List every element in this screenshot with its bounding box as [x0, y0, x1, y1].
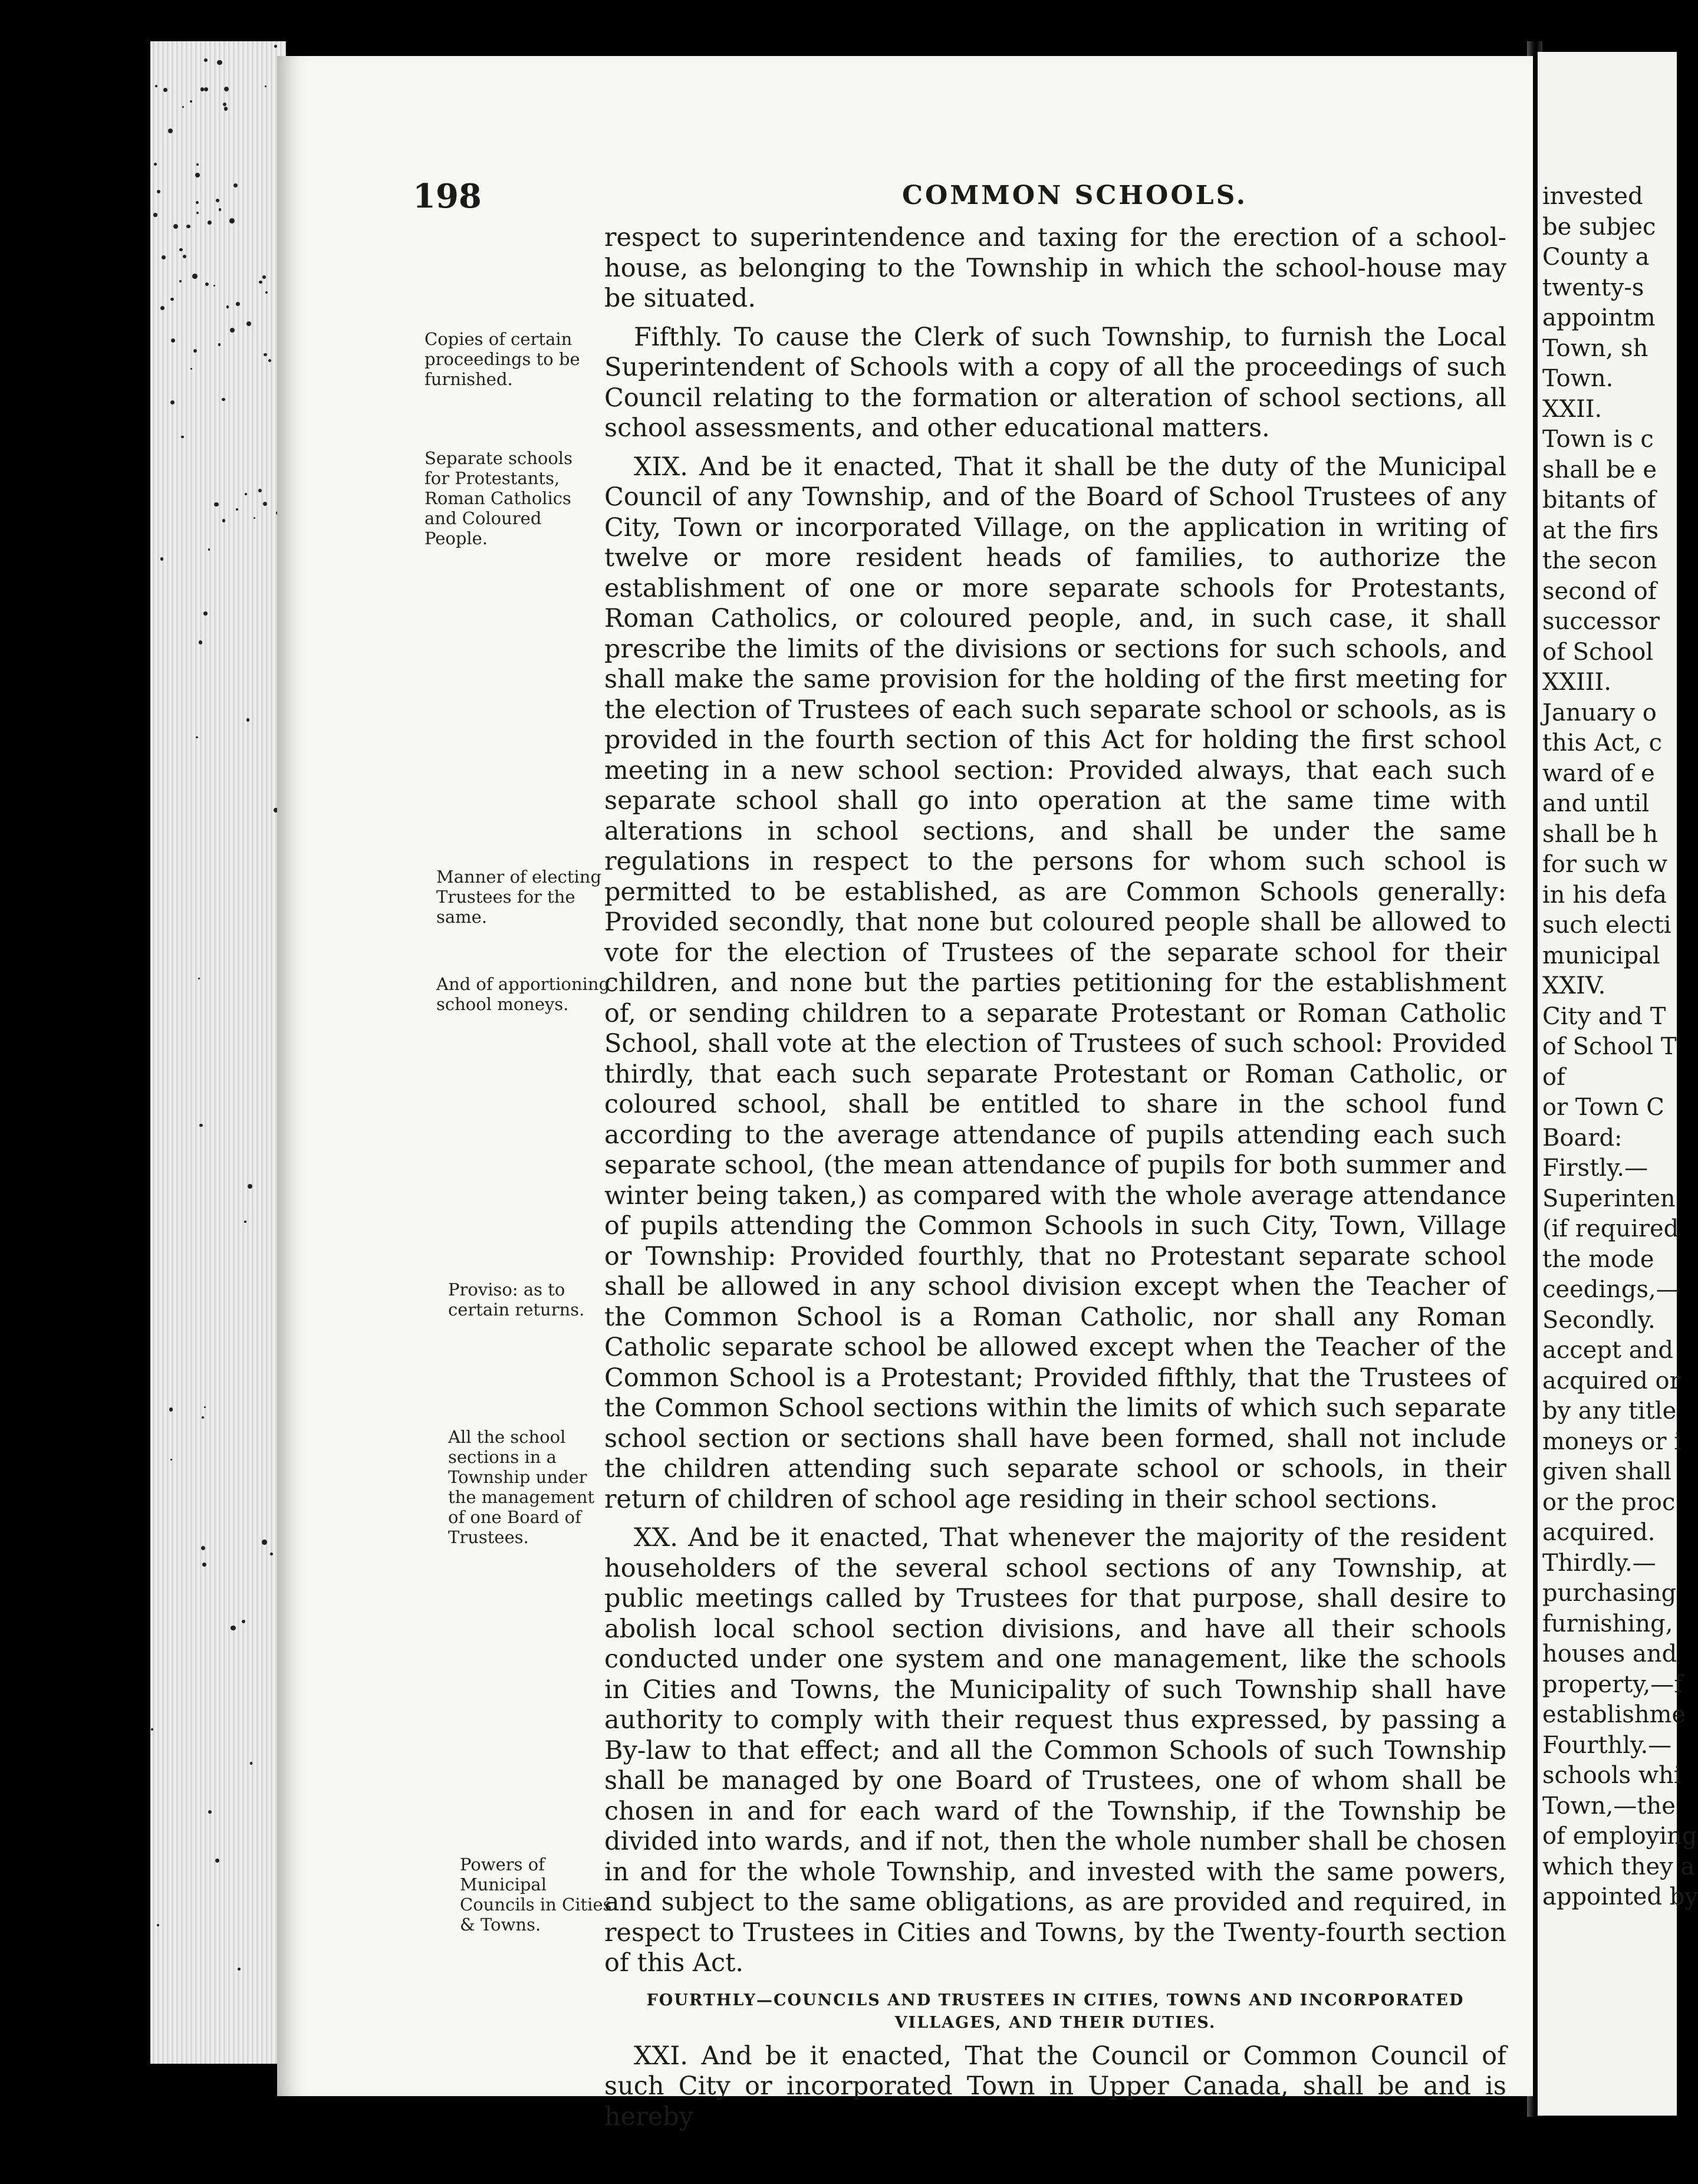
page-speck: [233, 183, 238, 188]
facing-page-line: acquired or: [1542, 1367, 1681, 1394]
page-speck: [157, 190, 160, 193]
margin-note: Copies of certain proceedings to be furnished.: [424, 329, 580, 389]
facing-page-line: City and T: [1542, 1002, 1666, 1030]
facing-page-line: second of: [1542, 577, 1657, 605]
page-speck: [208, 1810, 212, 1814]
facing-page-line: Town is c: [1542, 426, 1654, 453]
facing-page-line: the mode: [1542, 1245, 1654, 1273]
facing-page-line: which they a: [1542, 1853, 1695, 1880]
page-speck: [208, 221, 212, 225]
page-speck: [154, 163, 157, 166]
facing-page-line: bitants of: [1542, 486, 1656, 514]
facing-page-line: moneys or i: [1542, 1428, 1681, 1455]
page-speck: [170, 400, 175, 404]
page-speck: [222, 519, 226, 522]
facing-page-line: Town, sh: [1542, 334, 1648, 362]
paragraph: Fifthly. To cause the Clerk of such Township, to furnish the Local Superintendent of Schools with a copy of all the proceedings of such Council relating to the formation or alteration of school sections, all school assessments, and other educational matters.: [604, 322, 1506, 443]
facing-page-line: given shall: [1542, 1458, 1671, 1485]
facing-page-line: be subjec: [1542, 213, 1656, 241]
page-speck: [226, 305, 229, 308]
page-speck: [270, 1553, 273, 1555]
facing-page-line: accept and: [1542, 1337, 1673, 1364]
facing-page-line: this Act, c: [1542, 729, 1663, 756]
paragraph: XIX. And be it enacted, That it shall be the duty of the Municipal Council of any Township, and of the Board of School Trustees of any City, Town or incorporated Village, on the application in writing of twelve or more resident heads of families, to authorize the establishment of one or more separate schools for Protestants, Roman Catholics, or coloured people, and, in such case, it shall prescribe the limits of the divisions or sections for such schools, and shall make the same provision for the holding of the first meeting for the election of Trustees of each such separate school or schools, as is provided in the fourth section of this Act for holding the first school meeting in a new school section: Provided always, that each such separate school shall go into operation at the same time with alterations in school sections, and shall be under the same regulations in respect to the persons for whom such school is permitted to be established, as are Common Schools generally: Provided secondly, that none but coloured people shall be allowed to vote for the election of Trustees of the separate school for their children, and none but the parties petitioning for the establishment of, or sending children to a separate Protestant or Roman Catholic School, shall vote at the election of Trustees of such school: Provided thirdly, that each such separate Protestant or Roman Catholic, or coloured school, shall be entitled to share in the school fund according to the average attendance of pupils attending each such separate school, (the mean attendance of pupils for both summer and winter being taken,) as compared with the whole average attendance of pupils attending the Common Schools in such City, Town, Village or Township: Provided fourthly, that no Protestant separate school shall be allowed in any school division except when the Teacher of the Common School is a Roman Catholic, nor shall any Roman Catholic separate school be allowed except when the Teacher of the Common School is a Protestant; Provided fifthly, that the Trustees of the Common School sections within the limits of which such separate school section or sections shall have been formed, shall not include the children attending such separate school or schools, in their return of children of school age residing in their school sections.: [604, 452, 1506, 1514]
page-speck: [262, 275, 266, 279]
page-speck: [217, 60, 222, 65]
page-speck: [242, 1620, 245, 1623]
facing-page-line: in his defa: [1542, 881, 1667, 909]
page-speck: [265, 291, 268, 294]
page-speck: [274, 45, 277, 48]
page-speck: [208, 548, 210, 551]
facing-page-line: Town,—the: [1542, 1792, 1676, 1820]
page-speck: [262, 1540, 267, 1545]
facing-page-line: by any title: [1542, 1397, 1677, 1425]
page-speck: [160, 306, 164, 310]
facing-page-line: Secondly.: [1542, 1306, 1656, 1334]
page-speck: [244, 1221, 246, 1223]
margin-note: And of apportioning school moneys.: [436, 974, 610, 1014]
facing-page-line: successor: [1542, 608, 1660, 635]
facing-page-line: Firstly.—: [1542, 1155, 1648, 1182]
page-speck: [254, 517, 256, 519]
page-speck: [182, 106, 184, 108]
margin-note: Separate schools for Protestants, Roman Catholics and Coloured People.: [424, 448, 572, 548]
page-speck: [213, 285, 215, 287]
page-speck: [153, 213, 157, 216]
page-speck: [238, 1968, 241, 1971]
page-edge: [150, 41, 286, 2064]
facing-page-line: or the proc: [1542, 1488, 1676, 1516]
facing-page-line: houses and: [1542, 1640, 1677, 1667]
facing-page: [1538, 52, 1698, 2116]
facing-page-line: appointed by: [1542, 1883, 1698, 1910]
facing-page-line: municipal: [1542, 942, 1660, 969]
page-speck: [236, 508, 238, 511]
page-speck: [203, 611, 208, 616]
facing-page-line: of School: [1542, 638, 1654, 666]
page-speck: [155, 85, 157, 87]
facing-page-line: such electi: [1542, 912, 1671, 939]
facing-page-line: XXIV.: [1542, 972, 1606, 999]
page-speck: [196, 163, 198, 165]
page-speck: [163, 88, 167, 92]
facing-page-line: shall be e: [1542, 456, 1657, 483]
page-speck: [248, 1184, 252, 1189]
page-speck: [258, 489, 262, 492]
facing-page-line: invested: [1542, 183, 1643, 210]
facing-page-line: shall be h: [1542, 820, 1658, 848]
page-speck: [264, 353, 267, 357]
running-head: COMMON SCHOOLS.: [902, 180, 1248, 210]
facing-page-line: of School T: [1542, 1033, 1677, 1060]
page-speck: [170, 298, 174, 301]
page-speck: [205, 282, 209, 286]
page-speck: [236, 302, 240, 306]
page-speck: [170, 1459, 172, 1461]
facing-page-line: Board:: [1542, 1124, 1623, 1152]
facing-page-line: (if required: [1542, 1215, 1679, 1242]
page-speck: [199, 1124, 203, 1127]
page-speck: [160, 557, 164, 561]
facing-page-line: or Town C: [1542, 1094, 1664, 1121]
paragraph: respect to superintendence and taxing for the erection of a school-house, as belonging to the Township in which the school-house may be situated.: [604, 223, 1506, 313]
page-number: 198: [413, 177, 482, 216]
page-speck: [199, 640, 203, 644]
facing-page-line: Town.: [1542, 365, 1614, 392]
page-speck: [196, 736, 198, 738]
subheading-line: FOURTHLY—COUNCILS AND TRUSTEES IN CITIES, TOWNS AND INCORPORATED: [646, 1991, 1465, 2009]
margin-note: Proviso: as to certain returns.: [448, 1280, 585, 1320]
section-subheading: [604, 1989, 1506, 2034]
page-speck: [190, 100, 192, 103]
page-speck: [204, 58, 208, 62]
page-speck: [204, 1406, 206, 1408]
facing-page-line: property,—f: [1542, 1670, 1683, 1698]
facing-page-line: of employing: [1542, 1823, 1697, 1850]
margin-note: Powers of Municipal Councils in Cities & Towns.: [460, 1854, 612, 1935]
facing-page-line: of: [1542, 1063, 1565, 1091]
subheading-line: VILLAGES, AND THEIR DUTIES.: [894, 2013, 1216, 2032]
page-speck: [263, 502, 267, 506]
facing-page-line: Fourthly.—: [1542, 1731, 1672, 1759]
facing-page-line: for such w: [1542, 851, 1668, 878]
facing-page-line: Thirdly.—: [1542, 1549, 1656, 1577]
page-speck: [193, 349, 197, 353]
page-speck: [224, 107, 228, 110]
page-speck: [181, 436, 184, 439]
page-speck: [216, 199, 219, 202]
page-speck: [268, 359, 271, 362]
facing-page-line: ward of e: [1542, 759, 1655, 787]
page-speck: [173, 224, 178, 229]
page-speck: [157, 1924, 159, 1926]
facing-page-line: acquired.: [1542, 1519, 1656, 1546]
facing-page-line: XXIII.: [1542, 669, 1612, 696]
facing-page-line: schools whi: [1542, 1762, 1681, 1789]
page-speck: [218, 343, 221, 346]
facing-page-line: January o: [1542, 699, 1657, 726]
facing-page-line: twenty-s: [1542, 274, 1644, 301]
page-speck: [202, 1563, 206, 1567]
paragraph: XX. And be it enacted, That whenever the majority of the resident householders of the several school sections of any Township, at public meetings called by Trustees for that purpose, shall desire to abolish local school section divisions, and have all their schools conducted under one system and one management, like the schools in Cities and Towns, the Municipality of such Township shall have authority to comply with their request thus expressed, by passing a By-law to that effect; and all the Common Schools of such Township shall be managed by one Board of Trustees, one of whom shall be chosen in and for each ward of the Township, if the Township be divided into wards, and if not, then the whole number shall be chosen in and for the whole Township, and invested with the same powers, and subject to the same obligations, as are provided and required, in respect to Trustees in Cities and Towns, by the Twenty-fourth section of this Act.: [604, 1523, 1506, 1978]
margin-note: All the school sections in a Township under the management of one Board of Trustees.: [448, 1427, 595, 1547]
facing-page-line: Superinten: [1542, 1185, 1676, 1212]
facing-page-line: establishme: [1542, 1701, 1686, 1728]
page-speck: [168, 129, 173, 133]
page-speck: [201, 1546, 205, 1550]
facing-page-line: at the firs: [1542, 517, 1659, 544]
page-speck: [190, 368, 192, 370]
facing-page-line: and until: [1542, 790, 1650, 817]
page-speck: [186, 225, 190, 228]
facing-page-line: purchasing: [1542, 1580, 1677, 1607]
page-speck: [265, 85, 266, 87]
page-speck: [198, 978, 200, 979]
body-text: [604, 223, 1506, 2140]
facing-page-line: the secon: [1542, 547, 1657, 574]
page-speck: [230, 328, 235, 333]
margin-note: Manner of electing Trustees for the same.: [436, 867, 602, 927]
page-speck: [179, 280, 182, 282]
page-speck: [214, 502, 218, 506]
facing-page-line: ceedings,—: [1542, 1276, 1680, 1303]
page-speck: [196, 201, 199, 204]
page-speck: [169, 1407, 173, 1412]
page-speck: [246, 321, 251, 326]
page-speck: [196, 212, 199, 215]
page-speck: [171, 338, 175, 343]
page-speck: [200, 87, 205, 91]
page-speck: [250, 1762, 253, 1765]
page-speck: [259, 281, 262, 284]
page-speck: [229, 218, 235, 223]
page-speck: [224, 87, 229, 91]
page-speck: [245, 493, 247, 495]
page-speck: [192, 274, 198, 279]
paragraph: XXI. And be it enacted, That the Council or Common Council of such City or incorporated Town in Upper Canada, shall be and is hereby: [604, 2041, 1506, 2132]
page-speck: [195, 173, 200, 177]
page-speck: [179, 248, 182, 251]
page-speck: [219, 208, 221, 210]
facing-page-line: XXII.: [1542, 395, 1602, 423]
page-speck: [151, 1728, 153, 1731]
page-speck: [246, 718, 250, 722]
facing-page-line: furnishing,: [1542, 1610, 1673, 1637]
page-speck: [223, 103, 226, 106]
facing-page-line: appointm: [1542, 304, 1656, 331]
page-speck: [215, 1859, 219, 1863]
page-speck: [202, 1416, 204, 1419]
page-speck: [162, 255, 166, 259]
page-speck: [222, 398, 225, 402]
facing-page-line: County a: [1542, 244, 1650, 271]
page-speck: [183, 255, 186, 258]
page-speck: [231, 1626, 236, 1631]
page-speck: [204, 87, 209, 92]
page-header: [413, 177, 1533, 216]
